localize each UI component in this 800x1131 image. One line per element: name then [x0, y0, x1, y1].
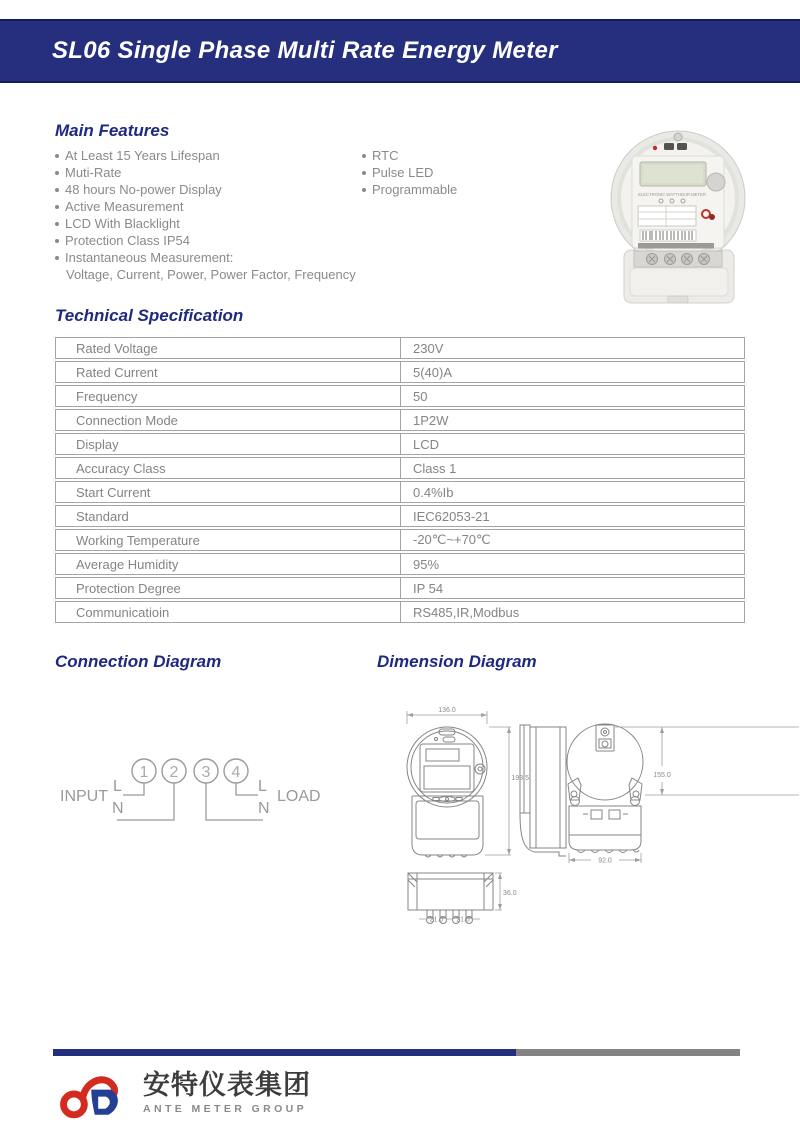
company-name-chinese: 安特仪表集团 — [143, 1070, 311, 1100]
feature-item — [55, 215, 356, 232]
feature-text: Instantaneous Measurement: — [65, 250, 234, 265]
feature-text: 48 hours No-power Display — [65, 182, 222, 197]
spec-value: Class 1 — [413, 460, 457, 476]
spec-row — [55, 361, 745, 383]
spec-label: Working Temperature — [56, 530, 401, 550]
meter-faceplate — [632, 156, 725, 249]
spec-row — [55, 553, 745, 575]
load-neutral-label: N — [258, 800, 270, 817]
dim-terminal-pitch-right-label: 21.0 — [456, 916, 470, 924]
feature-text: RTC — [372, 148, 399, 163]
dim-terminal-pitch-left-label: 21.0 — [429, 916, 444, 924]
company-logo-mark — [53, 1068, 133, 1120]
meter-terminal-strip — [634, 251, 722, 267]
spec-label: Start Current — [56, 482, 401, 502]
dimension-rear-view — [567, 724, 643, 853]
spec-value: LCD — [413, 436, 440, 452]
spec-label: Rated Voltage — [56, 338, 401, 358]
feature-text: LCD With Blacklight — [65, 216, 180, 231]
spec-row — [55, 481, 745, 503]
feature-item — [362, 181, 457, 198]
feature-text: Muti-Rate — [65, 165, 122, 180]
barcode — [640, 230, 696, 241]
spec-label: Rated Current — [56, 362, 401, 382]
dimension-diagram-heading: Dimension Diagram — [377, 652, 537, 671]
connection-terminals — [132, 759, 248, 783]
spec-value: 230V — [413, 340, 444, 356]
spec-value: IP 54 — [413, 580, 444, 596]
technical-specification-heading: Technical Specification — [55, 306, 244, 325]
spec-row — [55, 529, 745, 551]
spec-value: 5(40)A — [413, 364, 453, 380]
dim-front-width-label: 136.0 — [438, 707, 456, 714]
spec-value: IEC62053-21 — [413, 508, 490, 524]
connection-wiring — [117, 783, 263, 820]
dim-terminal-depth-label: 36.0 — [503, 890, 517, 897]
spec-table — [55, 337, 745, 625]
company-name-english: ANTE METER GROUP — [143, 1103, 308, 1115]
spec-row — [55, 337, 745, 359]
dimension-diagram — [393, 698, 800, 946]
company-logo-text — [143, 1068, 311, 1115]
input-neutral-label: N — [112, 800, 124, 817]
connection-diagram-heading: Connection Diagram — [55, 652, 222, 671]
feature-item-continuation — [55, 266, 356, 283]
feature-text: Protection Class IP54 — [65, 233, 191, 248]
dim-rear-height-label: 155.0 — [653, 772, 671, 779]
connection-labels — [60, 778, 321, 817]
page-title: SL06 Single Phase Multi Rate Energy Meter — [52, 37, 558, 64]
spec-value: 95% — [413, 556, 440, 572]
spec-value: 0.4%Ib — [413, 484, 454, 500]
spec-label: Communicatioin — [56, 602, 401, 622]
feature-text: Pulse LED — [372, 165, 434, 180]
feature-item — [55, 181, 356, 198]
terminal-4-label: 4 — [231, 764, 241, 781]
main-features-heading: Main Features — [55, 121, 170, 140]
feature-item — [362, 164, 457, 181]
footer-bar-blue — [53, 1049, 516, 1056]
terminal-3-label: 3 — [201, 764, 211, 781]
terminal-1-label: 1 — [139, 764, 149, 781]
feature-item — [55, 147, 356, 164]
footer-bar-gray — [516, 1049, 740, 1056]
faceplate-label: ELECTRONIC WATTHOUR METER — [638, 192, 706, 197]
input-line-label: L — [113, 778, 122, 795]
meter-top-screw — [674, 133, 682, 141]
load-line-label: L — [258, 778, 267, 795]
input-label: INPUT — [60, 788, 108, 805]
feature-text: Programmable — [372, 182, 458, 197]
spec-label: Display — [56, 434, 401, 454]
meter-led — [653, 146, 657, 150]
feature-item — [55, 164, 356, 181]
connection-diagram — [55, 738, 325, 853]
spec-row — [55, 577, 745, 599]
feature-text: Voltage, Current, Power, Power Factor, Frequency — [66, 267, 356, 282]
terminal-2-label: 2 — [169, 764, 179, 781]
feature-text: At Least 15 Years Lifespan — [65, 148, 220, 163]
spec-value: 50 — [413, 388, 428, 404]
dimension-labels — [430, 707, 671, 924]
spec-label: Protection Degree — [56, 578, 401, 598]
dimension-side-view — [520, 725, 566, 856]
dimension-bottom-view — [408, 873, 493, 924]
spec-label: Frequency — [56, 386, 401, 406]
meter-button — [707, 173, 725, 191]
spec-value: -20℃~+70℃ — [413, 532, 491, 547]
spec-label: Average Humidity — [56, 554, 401, 574]
spec-row — [55, 457, 745, 479]
company-logo — [53, 1068, 311, 1120]
spec-value: RS485,IR,Modbus — [413, 604, 520, 620]
spec-row — [55, 409, 745, 431]
feature-text: Active Measurement — [65, 199, 184, 214]
dim-terminal-cover-width-label: 92.0 — [598, 857, 612, 865]
spec-row — [55, 505, 745, 527]
feature-item — [55, 249, 356, 266]
load-label: LOAD — [277, 788, 321, 805]
dimension-front-view — [407, 727, 487, 857]
spec-label: Accuracy Class — [56, 458, 401, 478]
spec-value: 1P2W — [413, 412, 449, 428]
spec-label: Standard — [56, 506, 401, 526]
feature-item — [55, 232, 356, 249]
spec-row — [55, 433, 745, 455]
product-photo — [608, 118, 753, 308]
spec-label: Connection Mode — [56, 410, 401, 430]
spec-row — [55, 601, 745, 623]
feature-item — [55, 198, 356, 215]
features-list-secondary — [362, 147, 457, 198]
dim-front-height-label: 193.5 — [511, 775, 530, 782]
features-list-primary — [55, 147, 356, 283]
feature-item — [362, 147, 457, 164]
spec-row — [55, 385, 745, 407]
title-band — [0, 19, 800, 83]
